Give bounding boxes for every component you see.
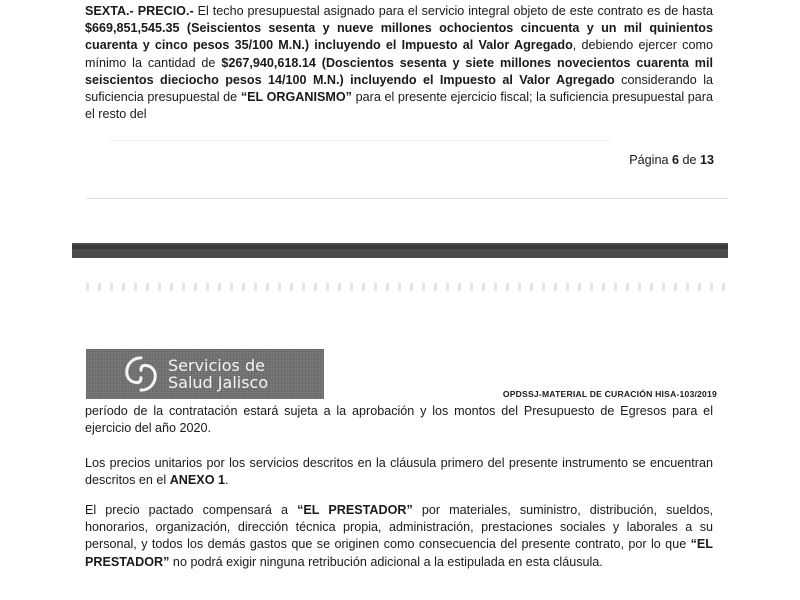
budget-minimum-amount: $267,940,618.14 (Doscientos sesenta y siete millones novecientos cuarenta mil seiscientos dieciocho pesos 14/100 M.N.) incluyendo el Impuesto al Valor Agregado [85,55,713,87]
scan-artifact-line [110,140,610,141]
document-code: OPDSSJ-MATERIAL DE CURACIÓN HISA-103/2019 [502,389,717,399]
paragraph-budget-period: período de la contratación estará sujeta a la aprobación y los montos del Presupuesto de Egresos para el ejercicio del año 2020. [85,404,713,436]
clause-title: SEXTA.- PRECIO.- [85,4,194,18]
clause-text: , debiendo ejercer como mínimo la cantidad de [85,38,713,70]
paragraph-agreed-price: El precio pactado compensará a “EL PRESTADOR” por materiales, suministro, distribución, sueldos, honorarios, organización, dirección técnica propia, administración, prestaciones sociales y laborales a su personal, y todos los demás gastos que se originen como consecuencia del presente contrato, por lo que “EL PRESTADOR” no podrá exigir ninguna retribución adicional a la estipulada en esta cláusula. [85,503,713,569]
page-separator [72,243,728,258]
budget-ceiling-amount: $669,851,545.35 (Seiscientos sesenta y nueve millones ochocientos cincuenta y un mil quinientos cuarenta y cinco pesos 35/100 M.N.) incluyendo el Impuesto al Valor Agregado [85,21,713,53]
clause-text: para el presente ejercicio fiscal; la suficiencia presupuestal para el resto del [85,90,713,122]
page-bottom-rule [86,198,728,199]
servicios-salud-jalisco-logo [86,349,324,399]
current-page: 6 [671,153,679,167]
total-pages: 13 [699,153,714,167]
clause-text: El techo presupuestal asignado para el servicio integral objeto de este contrato es de hasta [193,4,713,18]
prestador-term: “EL PRESTADOR” [297,503,413,517]
anexo-reference: ANEXO 1 [169,473,225,488]
page-number: Página 6 de 13 [629,153,714,167]
clause-text: considerando la suficiencia presupuestal de [85,72,713,105]
prestador-term: “EL PRESTADOR” [85,537,713,569]
logo-text: Servicios de Salud Jalisco [168,356,269,392]
scan-bleed-through [86,283,726,291]
salud-jalisco-logo-icon [122,355,160,393]
paragraph-unit-prices: Los precios unitarios por los servicios descritos en la cláusula primero del presente instrumento se encuentran descritos en el ANEXO 1. [85,456,713,488]
organismo-term: “EL ORGANISMO” [240,90,352,105]
clause-sexta-precio [85,3,713,123]
